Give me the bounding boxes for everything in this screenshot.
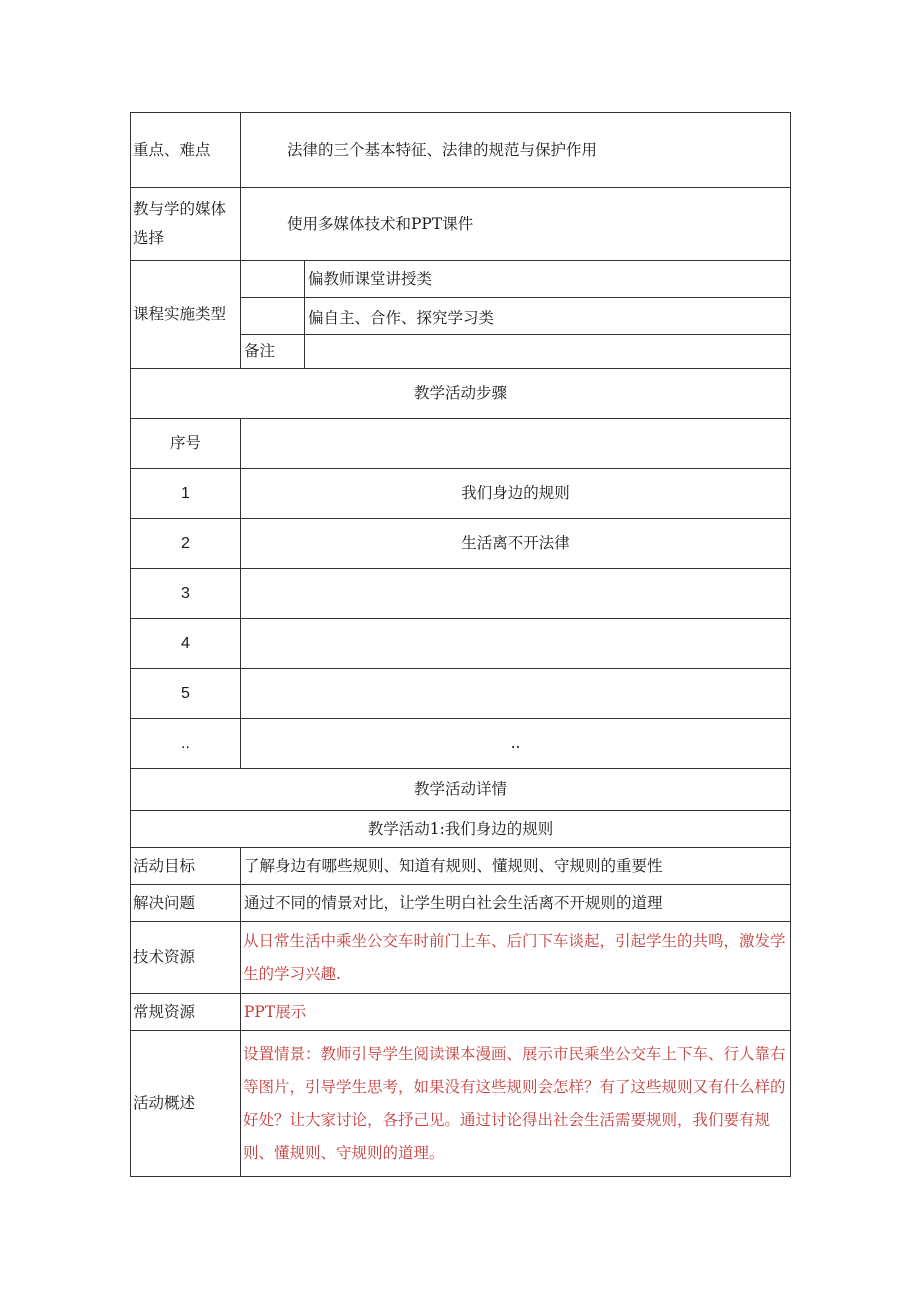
overview-value: 设置情景：教师引导学生阅读课本漫画、展示市民乘坐公交车上下车、行人靠右等图片，引导学生思考，如果没有这些规则会怎样？有了这些规则又有什么样的好处？让大家讨论，各抒己见。通过讨论得出社会生活需要规则，我们要有规则、懂规则、守规则的道理。: [241, 1031, 791, 1177]
step-name: 我们身边的规则: [241, 469, 791, 519]
key-points-label: 重点、难点: [131, 113, 241, 188]
activity-title: 教学活动1:我们身边的规则: [131, 811, 791, 848]
details-title: 教学活动详情: [131, 769, 791, 811]
step-row: [131, 569, 791, 619]
key-points-value: 法律的三个基本特征、法律的规范与保护作用: [241, 113, 791, 188]
goal-value: 了解身边有哪些规则、知道有规则、懂规则、守规则的重要性: [241, 848, 791, 885]
step-number: 1: [131, 469, 241, 519]
step-row: [131, 469, 791, 519]
steps-header-label: 序号: [131, 419, 241, 469]
steps-header-value: [241, 419, 791, 469]
remark-value: [305, 335, 791, 369]
step-name: 生活离不开法律: [241, 519, 791, 569]
step-name: [241, 569, 791, 619]
lesson-plan-table: [130, 112, 791, 1177]
regular-row: [131, 994, 791, 1031]
overview-row: [131, 1031, 791, 1177]
course-type-option-2: 偏自主、合作、探究学习类: [305, 298, 791, 335]
course-type-check-2: [241, 298, 305, 335]
steps-title: 教学活动步骤: [131, 369, 791, 419]
regular-label: 常规资源: [131, 994, 241, 1031]
course-type-label: 课程实施类型: [131, 261, 241, 369]
tech-label: 技术资源: [131, 922, 241, 994]
problem-label: 解决问题: [131, 885, 241, 922]
regular-value: PPT展示: [241, 994, 791, 1031]
overview-label: 活动概述: [131, 1031, 241, 1177]
media-value: 使用多媒体技术和PPT课件: [241, 188, 791, 261]
step-number: 3: [131, 569, 241, 619]
step-name: ..: [241, 719, 791, 769]
goal-row: [131, 848, 791, 885]
media-row: [131, 188, 791, 261]
step-name: [241, 619, 791, 669]
step-row: [131, 619, 791, 669]
remark-label: 备注: [241, 335, 305, 369]
step-row: [131, 669, 791, 719]
course-type-option-1: 偏教师课堂讲授类: [305, 261, 791, 298]
tech-row: [131, 922, 791, 994]
goal-label: 活动目标: [131, 848, 241, 885]
details-title-row: [131, 769, 791, 811]
step-number: 4: [131, 619, 241, 669]
problem-value: 通过不同的情景对比，让学生明白社会生活离不开规则的道理: [241, 885, 791, 922]
tech-value: 从日常生活中乘坐公交车时前门上车、后门下车谈起，引起学生的共鸣，激发学生的学习兴趣.: [241, 922, 791, 994]
step-number: 5: [131, 669, 241, 719]
activity-title-row: [131, 811, 791, 848]
course-type-row-1: [131, 261, 791, 298]
steps-title-row: [131, 369, 791, 419]
step-number: ..: [131, 719, 241, 769]
course-type-check-1: [241, 261, 305, 298]
step-number: 2: [131, 519, 241, 569]
steps-header-row: [131, 419, 791, 469]
step-row: [131, 519, 791, 569]
problem-row: [131, 885, 791, 922]
key-points-row: [131, 113, 791, 188]
media-label: 教与学的媒体选择: [131, 188, 241, 261]
step-name: [241, 669, 791, 719]
step-row: [131, 719, 791, 769]
